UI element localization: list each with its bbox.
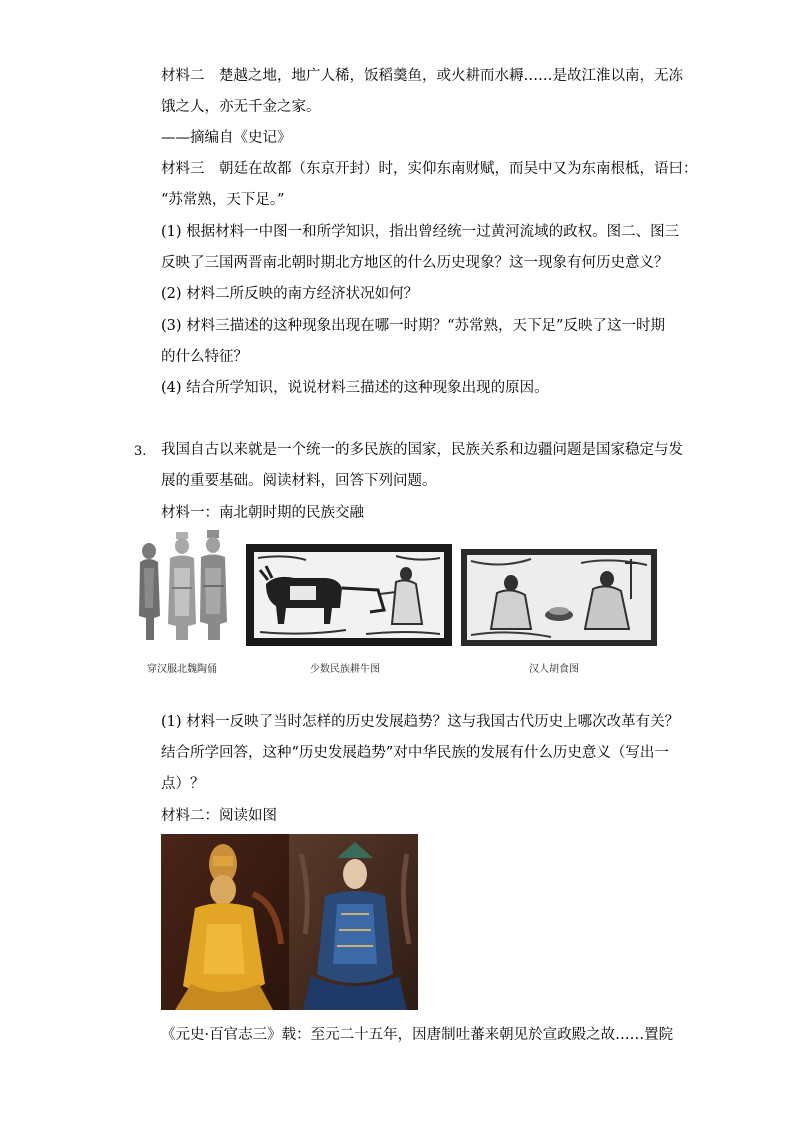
question-1-line-2: 反映了三国两晋南北朝时期北方地区的什么历史现象？这一现象有何历史意义？	[161, 255, 669, 271]
ox-plowing-image	[246, 544, 452, 646]
q3-sub1-line-3: 点）？	[161, 776, 205, 792]
figurines-image	[136, 528, 238, 650]
q3-sub1-line-2: 结合所学回答，这种“历史发展趋势”对中华民族的发展有什么历史意义（写出一	[161, 745, 669, 761]
q3-intro-line-1: 我国自古以来就是一个统一的多民族的国家，民族关系和边疆问题是国家稳定与发	[161, 442, 683, 458]
hu-food-image	[461, 549, 657, 646]
question-1-line-1: (1) 根据材料一中图一和所学知识，指出曾经统一过黄河流域的政权。图二、图三	[161, 224, 680, 240]
material-three-line-1: 材料三 朝廷在故都（东京开封）时，实仰东南财赋，而吴中又为东南根柢，语曰：	[161, 161, 698, 177]
material-three-line-2: “苏常熟，天下足。”	[161, 192, 285, 208]
question-number-3: 3.	[134, 444, 147, 459]
source-citation: ——摘编自《史记》	[161, 130, 292, 146]
material-two-line-1: 材料二 楚越之地，地广人稀，饭稻羹鱼，或火耕而水耨……是故江淮以南，无冻	[161, 68, 683, 84]
q3-material-two-label: 材料二：阅读如图	[161, 808, 277, 824]
question-4: (4) 结合所学知识，说说材料三描述的这种现象出现的原因。	[161, 380, 549, 396]
question-3-line-2: 的什么特征？	[161, 349, 248, 365]
caption-hu-food: 汉人胡食图	[529, 664, 579, 675]
caption-figurines: 穿汉服北魏陶俑	[147, 664, 217, 675]
yuanshi-citation-line: 《元史·百官志三》载：至元二十五年，因唐制吐蕃来朝见於宣政殿之故……置院	[161, 1027, 674, 1043]
q3-intro-line-2: 展的重要基础。阅读材料，回答下列问题。	[161, 473, 437, 489]
q3-material-one-label: 材料一：南北朝时期的民族交融	[161, 505, 364, 521]
q3-sub1-line-1: (1) 材料一反映了当时怎样的历史发展趋势？这与我国古代历史上哪次改革有关？	[161, 714, 680, 730]
question-3-line-1: (3) 材料三描述的这种现象出现在哪一时期？“苏常熟，天下足”反映了这一时期	[161, 318, 665, 334]
mural-figures-image	[161, 834, 418, 1010]
caption-ox-plowing: 少数民族耕牛图	[310, 664, 380, 675]
material-two-line-2: 饿之人，亦无千金之家。	[161, 99, 321, 115]
question-2: (2) 材料二所反映的南方经济状况如何？	[161, 286, 419, 302]
